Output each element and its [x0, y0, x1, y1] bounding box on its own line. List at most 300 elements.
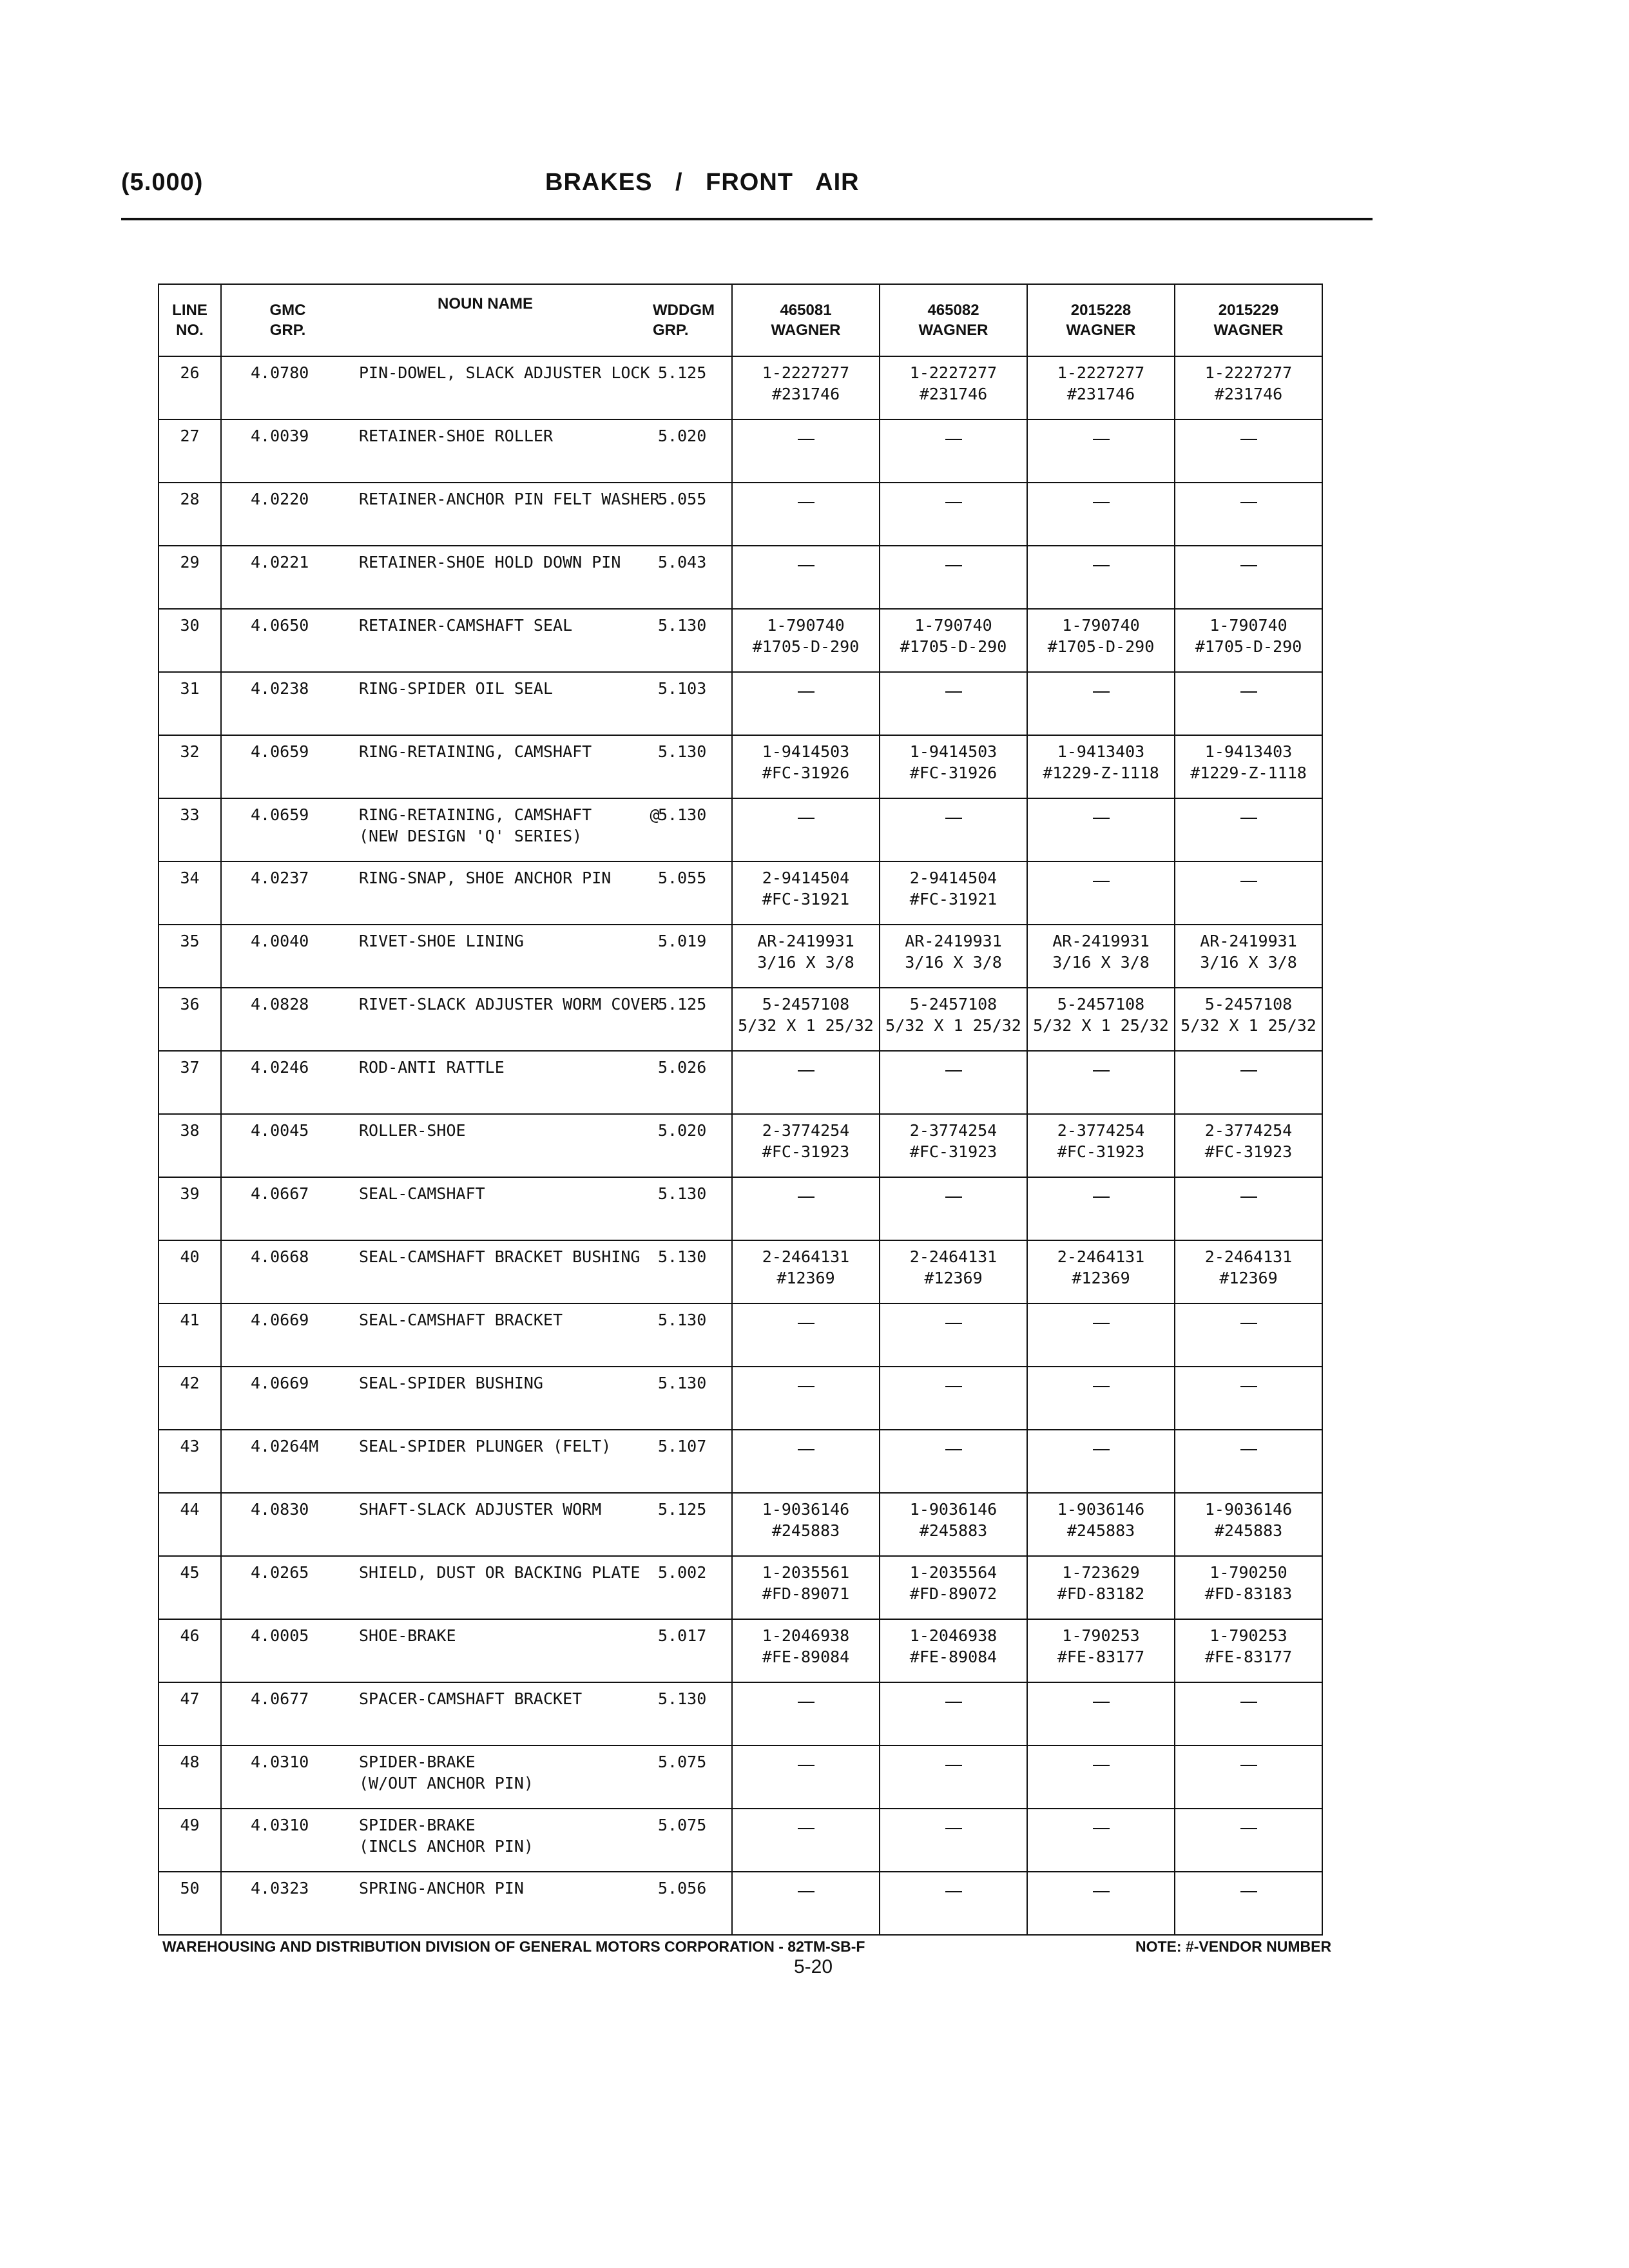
part-number: [1027, 1745, 1175, 1809]
wddgm-group: 5.056: [649, 1872, 732, 1935]
noun-name: SEAL-SPIDER BUSHING: [354, 1367, 649, 1430]
noun-name: SHOE-BRAKE: [354, 1619, 649, 1682]
no-part-dash: [1240, 1070, 1257, 1072]
noun-name: ROLLER-SHOE: [354, 1114, 649, 1177]
no-part-dash: [798, 1196, 815, 1198]
no-part-dash: [945, 565, 962, 566]
noun-name: RETAINER-SHOE HOLD DOWN PIN: [354, 546, 649, 609]
part-number: 1-9413403 #1229-Z-1118: [1175, 735, 1322, 798]
part-number: 2-9414504 #FC-31921: [732, 861, 880, 925]
wddgm-group: 5.017: [649, 1619, 732, 1682]
no-part-dash: [945, 818, 962, 819]
gmc-group: 4.0667: [221, 1177, 354, 1240]
no-part-dash: [798, 1828, 815, 1829]
parts-table: [158, 284, 1323, 1936]
table-row: [159, 1809, 1322, 1872]
no-part-dash: [1240, 1386, 1257, 1387]
part-number: [1027, 672, 1175, 735]
wddgm-group: 5.130: [649, 1240, 732, 1303]
col-header-model: 2015229 WAGNER: [1175, 284, 1322, 356]
no-part-dash: [798, 818, 815, 819]
part-number: [880, 1177, 1027, 1240]
part-number: [1027, 798, 1175, 861]
part-number: [732, 1745, 880, 1809]
part-number: 2-9414504 #FC-31921: [880, 861, 1027, 925]
no-part-dash: [1093, 1323, 1110, 1324]
line-number: 37: [159, 1051, 221, 1114]
part-number: 1-2227277 #231746: [880, 356, 1027, 419]
gmc-group: 4.0264M: [221, 1430, 354, 1493]
part-number: 1-790740 #1705-D-290: [732, 609, 880, 672]
gmc-group: 4.0265: [221, 1556, 354, 1619]
part-number: [1175, 1303, 1322, 1367]
no-part-dash: [1093, 1449, 1110, 1450]
no-part-dash: [798, 691, 815, 693]
part-number: [1175, 483, 1322, 546]
noun-name: RING-SNAP, SHOE ANCHOR PIN: [354, 861, 649, 925]
table-row: [159, 988, 1322, 1051]
wddgm-group: 5.125: [649, 1493, 732, 1556]
wddgm-group: 5.125: [649, 988, 732, 1051]
wddgm-group: 5.107: [649, 1430, 732, 1493]
gmc-group: 4.0237: [221, 861, 354, 925]
part-number: AR-2419931 3/16 X 3/8: [1175, 925, 1322, 988]
no-part-dash: [798, 439, 815, 440]
part-number: [732, 1809, 880, 1872]
part-number: 1-2227277 #231746: [732, 356, 880, 419]
part-number: [880, 1745, 1027, 1809]
gmc-group: 4.0780: [221, 356, 354, 419]
table-row: [159, 546, 1322, 609]
no-part-dash: [1240, 1196, 1257, 1198]
no-part-dash: [1093, 818, 1110, 819]
gmc-group: 4.0039: [221, 419, 354, 483]
line-number: 26: [159, 356, 221, 419]
noun-name: SPIDER-BRAKE (INCLS ANCHOR PIN): [354, 1809, 649, 1872]
line-number: 28: [159, 483, 221, 546]
part-number: AR-2419931 3/16 X 3/8: [1027, 925, 1175, 988]
no-part-dash: [945, 502, 962, 503]
part-number: [1175, 672, 1322, 735]
part-number: [880, 1051, 1027, 1114]
part-number: 1-9036146 #245883: [732, 1493, 880, 1556]
line-number: 45: [159, 1556, 221, 1619]
wddgm-group: 5.130: [649, 1177, 732, 1240]
no-part-dash: [945, 1449, 962, 1450]
table-row: [159, 1682, 1322, 1745]
no-part-dash: [798, 502, 815, 503]
no-part-dash: [945, 1386, 962, 1387]
part-number: [1027, 546, 1175, 609]
part-number: AR-2419931 3/16 X 3/8: [732, 925, 880, 988]
line-number: 48: [159, 1745, 221, 1809]
gmc-group: 4.0659: [221, 798, 354, 861]
part-number: [880, 1809, 1027, 1872]
part-number: [1175, 1367, 1322, 1430]
part-number: 2-2464131 #12369: [732, 1240, 880, 1303]
no-part-dash: [945, 1070, 962, 1072]
no-part-dash: [1093, 1070, 1110, 1072]
part-number: 1-790250 #FD-83183: [1175, 1556, 1322, 1619]
col-header-wddgm: WDDGM GRP.: [649, 284, 732, 356]
noun-name: RIVET-SHOE LINING: [354, 925, 649, 988]
no-part-dash: [945, 691, 962, 693]
gmc-group: 4.0669: [221, 1367, 354, 1430]
part-number: 2-2464131 #12369: [880, 1240, 1027, 1303]
no-part-dash: [945, 1828, 962, 1829]
part-number: [1027, 861, 1175, 925]
part-number: [732, 1303, 880, 1367]
part-number: 1-2227277 #231746: [1175, 356, 1322, 419]
part-number: [732, 672, 880, 735]
part-number: 1-790253 #FE-83177: [1175, 1619, 1322, 1682]
line-number: 32: [159, 735, 221, 798]
part-number: [880, 672, 1027, 735]
noun-name: SEAL-CAMSHAFT: [354, 1177, 649, 1240]
no-part-dash: [945, 439, 962, 440]
table-row: [159, 419, 1322, 483]
table-row: [159, 1493, 1322, 1556]
line-number: 39: [159, 1177, 221, 1240]
table-row: [159, 1367, 1322, 1430]
line-number: 49: [159, 1809, 221, 1872]
table-row: [159, 1619, 1322, 1682]
gmc-group: 4.0323: [221, 1872, 354, 1935]
part-number: 1-2035564 #FD-89072: [880, 1556, 1027, 1619]
part-number: 5-2457108 5/32 X 1 25/32: [732, 988, 880, 1051]
no-part-dash: [798, 1070, 815, 1072]
part-number: [732, 1430, 880, 1493]
line-number: 29: [159, 546, 221, 609]
part-number: 2-2464131 #12369: [1027, 1240, 1175, 1303]
no-part-dash: [1240, 1765, 1257, 1766]
no-part-dash: [798, 1702, 815, 1703]
table-row: [159, 735, 1322, 798]
no-part-dash: [1093, 1386, 1110, 1387]
part-number: 1-790740 #1705-D-290: [880, 609, 1027, 672]
gmc-group: 4.0220: [221, 483, 354, 546]
noun-name: SPIDER-BRAKE (W/OUT ANCHOR PIN): [354, 1745, 649, 1809]
part-number: [1175, 1872, 1322, 1935]
no-part-dash: [1093, 881, 1110, 882]
wddgm-group: 5.130: [649, 1303, 732, 1367]
part-number: AR-2419931 3/16 X 3/8: [880, 925, 1027, 988]
no-part-dash: [945, 1196, 962, 1198]
part-number: [1175, 419, 1322, 483]
wddgm-group: 5.103: [649, 672, 732, 735]
no-part-dash: [798, 1891, 815, 1892]
no-part-dash: [1240, 818, 1257, 819]
noun-name: SEAL-CAMSHAFT BRACKET BUSHING: [354, 1240, 649, 1303]
table-row: [159, 1177, 1322, 1240]
wddgm-group: 5.075: [649, 1809, 732, 1872]
no-part-dash: [1093, 1702, 1110, 1703]
line-number: 33: [159, 798, 221, 861]
noun-name: ROD-ANTI RATTLE: [354, 1051, 649, 1114]
gmc-group: 4.0650: [221, 609, 354, 672]
table-row: [159, 356, 1322, 419]
part-number: [1027, 483, 1175, 546]
noun-name: SHAFT-SLACK ADJUSTER WORM: [354, 1493, 649, 1556]
part-number: [1175, 798, 1322, 861]
table-row: [159, 1051, 1322, 1114]
part-number: [1027, 1872, 1175, 1935]
no-part-dash: [1240, 1449, 1257, 1450]
no-part-dash: [1093, 1828, 1110, 1829]
part-number: 1-9036146 #245883: [880, 1493, 1027, 1556]
part-number: 1-790740 #1705-D-290: [1027, 609, 1175, 672]
part-number: [732, 546, 880, 609]
table-body: [159, 356, 1322, 1935]
footer-note: NOTE: #-VENDOR NUMBER: [1135, 1938, 1332, 1955]
no-part-dash: [1093, 1891, 1110, 1892]
no-part-dash: [798, 1386, 815, 1387]
part-number: [880, 1682, 1027, 1745]
part-number: [1027, 1303, 1175, 1367]
gmc-group: 4.0830: [221, 1493, 354, 1556]
no-part-dash: [1240, 881, 1257, 882]
part-number: [1027, 1682, 1175, 1745]
footer-publisher: WAREHOUSING AND DISTRIBUTION DIVISION OF GENERAL MOTORS CORPORATION - 82TM-SB-F: [162, 1938, 865, 1955]
wddgm-group: 5.020: [649, 419, 732, 483]
no-part-dash: [1240, 565, 1257, 566]
no-part-dash: [1240, 439, 1257, 440]
wddgm-group: 5.055: [649, 483, 732, 546]
part-number: [1027, 1051, 1175, 1114]
line-number: 40: [159, 1240, 221, 1303]
part-number: [1175, 1177, 1322, 1240]
noun-name: RETAINER-ANCHOR PIN FELT WASHER: [354, 483, 649, 546]
part-number: [1175, 1809, 1322, 1872]
table-row: [159, 609, 1322, 672]
no-part-dash: [1240, 1323, 1257, 1324]
no-part-dash: [1240, 1891, 1257, 1892]
part-number: 5-2457108 5/32 X 1 25/32: [1175, 988, 1322, 1051]
part-number: [1175, 1745, 1322, 1809]
part-number: [1175, 1682, 1322, 1745]
noun-name: SPRING-ANCHOR PIN: [354, 1872, 649, 1935]
wddgm-group: 5.043: [649, 546, 732, 609]
section-number: (5.000): [121, 169, 204, 196]
wddgm-group: 5.002: [649, 1556, 732, 1619]
part-number: 2-3774254 #FC-31923: [1175, 1114, 1322, 1177]
table-row: [159, 798, 1322, 861]
part-number: 5-2457108 5/32 X 1 25/32: [1027, 988, 1175, 1051]
no-part-dash: [1240, 502, 1257, 503]
wddgm-group: 5.019: [649, 925, 732, 988]
line-number: 46: [159, 1619, 221, 1682]
gmc-group: 4.0310: [221, 1809, 354, 1872]
noun-name: RIVET-SLACK ADJUSTER WORM COVER: [354, 988, 649, 1051]
part-number: 1-723629 #FD-83182: [1027, 1556, 1175, 1619]
noun-name: RING-RETAINING, CAMSHAFT @ (NEW DESIGN 'Q' SERIES): [354, 798, 649, 861]
part-number: [880, 1367, 1027, 1430]
part-number: [1175, 1430, 1322, 1493]
part-number: [1175, 546, 1322, 609]
part-number: 1-2227277 #231746: [1027, 356, 1175, 419]
no-part-dash: [1240, 1828, 1257, 1829]
line-number: 43: [159, 1430, 221, 1493]
part-number: 1-2046938 #FE-89084: [880, 1619, 1027, 1682]
col-header-gmc: GMC GRP.: [221, 284, 354, 356]
part-number: [732, 1872, 880, 1935]
no-part-dash: [945, 1765, 962, 1766]
part-number: [1027, 1367, 1175, 1430]
col-header-model: 465082 WAGNER: [880, 284, 1027, 356]
line-number: 47: [159, 1682, 221, 1745]
wddgm-group: 5.075: [649, 1745, 732, 1809]
line-number: 27: [159, 419, 221, 483]
noun-name: RING-RETAINING, CAMSHAFT: [354, 735, 649, 798]
part-number: [880, 546, 1027, 609]
part-number: 5-2457108 5/32 X 1 25/32: [880, 988, 1027, 1051]
part-number: [1175, 1051, 1322, 1114]
line-number: 41: [159, 1303, 221, 1367]
no-part-dash: [1093, 439, 1110, 440]
wddgm-group: 5.055: [649, 861, 732, 925]
wddgm-group: 5.130: [649, 798, 732, 861]
noun-name: PIN-DOWEL, SLACK ADJUSTER LOCK: [354, 356, 649, 419]
part-number: 2-2464131 #12369: [1175, 1240, 1322, 1303]
part-number: [880, 1430, 1027, 1493]
part-number: 1-790253 #FE-83177: [1027, 1619, 1175, 1682]
table-row: [159, 1872, 1322, 1935]
noun-name: SEAL-SPIDER PLUNGER (FELT): [354, 1430, 649, 1493]
part-number: 2-3774254 #FC-31923: [1027, 1114, 1175, 1177]
part-number: 1-790740 #1705-D-290: [1175, 609, 1322, 672]
table-row: [159, 1745, 1322, 1809]
table-row: [159, 925, 1322, 988]
no-part-dash: [945, 1702, 962, 1703]
noun-name: RING-SPIDER OIL SEAL: [354, 672, 649, 735]
wddgm-group: 5.125: [649, 356, 732, 419]
wddgm-group: 5.026: [649, 1051, 732, 1114]
no-part-dash: [945, 1891, 962, 1892]
noun-name: RETAINER-SHOE ROLLER: [354, 419, 649, 483]
part-number: [1027, 1430, 1175, 1493]
part-number: [880, 483, 1027, 546]
line-number: 31: [159, 672, 221, 735]
part-number: 1-9036146 #245883: [1027, 1493, 1175, 1556]
col-header-line: LINE NO.: [159, 284, 221, 356]
part-number: [732, 1682, 880, 1745]
part-number: [1175, 861, 1322, 925]
part-number: [880, 798, 1027, 861]
part-number: 1-9414503 #FC-31926: [880, 735, 1027, 798]
no-part-dash: [1240, 691, 1257, 693]
col-header-model: 465081 WAGNER: [732, 284, 880, 356]
part-number: [732, 1051, 880, 1114]
no-part-dash: [1093, 691, 1110, 693]
noun-name: RETAINER-CAMSHAFT SEAL: [354, 609, 649, 672]
page-number: 5-20: [794, 1956, 833, 1977]
part-number: [880, 1872, 1027, 1935]
part-number: [732, 1177, 880, 1240]
line-number: 35: [159, 925, 221, 988]
table-row: [159, 1556, 1322, 1619]
gmc-group: 4.0677: [221, 1682, 354, 1745]
gmc-group: 4.0045: [221, 1114, 354, 1177]
line-number: 34: [159, 861, 221, 925]
line-number: 50: [159, 1872, 221, 1935]
table-header-row: [159, 284, 1322, 356]
no-part-dash: [1093, 565, 1110, 566]
part-number: [732, 419, 880, 483]
no-part-dash: [1240, 1702, 1257, 1703]
part-number: 1-9414503 #FC-31926: [732, 735, 880, 798]
gmc-group: 4.0828: [221, 988, 354, 1051]
no-part-dash: [798, 565, 815, 566]
table-row: [159, 1114, 1322, 1177]
line-number: 44: [159, 1493, 221, 1556]
table-row: [159, 861, 1322, 925]
part-number: 1-2046938 #FE-89084: [732, 1619, 880, 1682]
gmc-group: 4.0246: [221, 1051, 354, 1114]
table-row: [159, 1240, 1322, 1303]
no-part-dash: [945, 1323, 962, 1324]
no-part-dash: [798, 1765, 815, 1766]
gmc-group: 4.0238: [221, 672, 354, 735]
no-part-dash: [1093, 1196, 1110, 1198]
part-number: [1027, 1177, 1175, 1240]
wddgm-group: 5.130: [649, 735, 732, 798]
part-number: 2-3774254 #FC-31923: [732, 1114, 880, 1177]
no-part-dash: [798, 1449, 815, 1450]
noun-name: SHIELD, DUST OR BACKING PLATE: [354, 1556, 649, 1619]
col-header-model: 2015228 WAGNER: [1027, 284, 1175, 356]
part-number: [1027, 419, 1175, 483]
header-rule: [121, 218, 1373, 220]
part-number: [880, 419, 1027, 483]
part-number: [732, 798, 880, 861]
table-row: [159, 483, 1322, 546]
part-number: [1027, 1809, 1175, 1872]
table-row: [159, 672, 1322, 735]
gmc-group: 4.0668: [221, 1240, 354, 1303]
part-number: 1-9413403 #1229-Z-1118: [1027, 735, 1175, 798]
wddgm-group: 5.130: [649, 1367, 732, 1430]
line-number: 38: [159, 1114, 221, 1177]
gmc-group: 4.0221: [221, 546, 354, 609]
part-number: 1-2035561 #FD-89071: [732, 1556, 880, 1619]
line-number: 36: [159, 988, 221, 1051]
gmc-group: 4.0669: [221, 1303, 354, 1367]
wddgm-group: 5.130: [649, 1682, 732, 1745]
col-header-noun: NOUN NAME: [354, 284, 649, 356]
noun-name: SEAL-CAMSHAFT BRACKET: [354, 1303, 649, 1367]
no-part-dash: [1093, 1765, 1110, 1766]
wddgm-group: 5.130: [649, 609, 732, 672]
line-number: 30: [159, 609, 221, 672]
table-row: [159, 1303, 1322, 1367]
gmc-group: 4.0659: [221, 735, 354, 798]
part-number: 1-9036146 #245883: [1175, 1493, 1322, 1556]
gmc-group: 4.0005: [221, 1619, 354, 1682]
table-row: [159, 1430, 1322, 1493]
line-number: 42: [159, 1367, 221, 1430]
part-number: [732, 1367, 880, 1430]
part-number: 2-3774254 #FC-31923: [880, 1114, 1027, 1177]
no-part-dash: [1093, 502, 1110, 503]
page-title: BRAKES / FRONT AIR: [545, 169, 860, 196]
noun-name: SPACER-CAMSHAFT BRACKET: [354, 1682, 649, 1745]
no-part-dash: [798, 1323, 815, 1324]
gmc-group: 4.0040: [221, 925, 354, 988]
part-number: [732, 483, 880, 546]
part-number: [880, 1303, 1027, 1367]
wddgm-group: 5.020: [649, 1114, 732, 1177]
gmc-group: 4.0310: [221, 1745, 354, 1809]
